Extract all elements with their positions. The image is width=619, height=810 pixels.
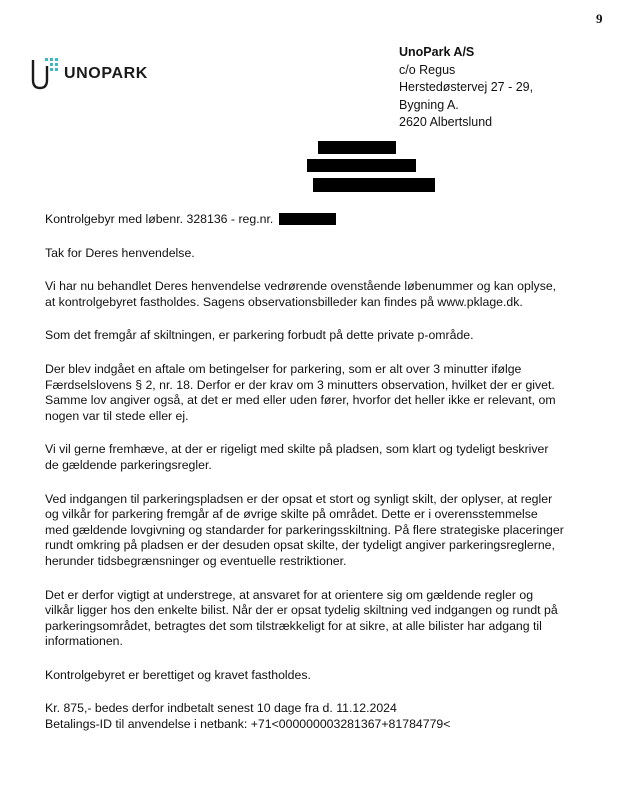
- paragraph: Det er derfor vigtigt at understrege, at ansvaret for at orientere sig om gældende regler og vilkår ligger hos den enkelte bilist. Når der er opsat tydelig skiltning ved indgangen og rundt på parkeringsområdet, betragtes det som tilstrækkeligt for at sikre, at alle bilister har adgang til informationen.: [45, 587, 558, 649]
- redaction-bar: [318, 141, 396, 154]
- recipient-address: [399, 44, 533, 132]
- subject-text: Kontrolgebyr med løbenr. 328136 - reg.nr.: [45, 212, 274, 226]
- address-company: UnoPark A/S: [399, 45, 475, 59]
- redaction-bar: [307, 159, 416, 172]
- payment-id: Betalings-ID til anvendelse i netbank: +71<000000003281367+81784779<: [45, 717, 451, 732]
- page-number: 9: [596, 11, 603, 26]
- address-line: c/o Regus: [399, 62, 456, 77]
- address-line: Bygning A.: [399, 97, 459, 112]
- payment-info: [45, 701, 565, 732]
- paragraph: Der blev indgået en aftale om betingelser for parkering, som er alt over 3 minutter ifølge Færdselslovens § 2, nr. 18. Derfor er der krav om 3 minutters observation, hvilket der er givet. Samme lov angiver også, at det er med eller uden fører, hvorfor det heller ikke er relevant, om nogen var til stede eller ej.: [45, 361, 556, 423]
- paragraph: Kontrolgebyret er berettiget og kravet fastholdes.: [45, 667, 311, 682]
- subject-line: [45, 212, 565, 228]
- paragraph: Vi vil gerne fremhæve, at der er rigeligt med skilte på pladsen, som klart og tydeligt beskriver de gældende parkeringsregler.: [45, 442, 549, 472]
- redaction-bar: [313, 178, 435, 192]
- paragraph: Som det fremgår af skiltningen, er parkering forbudt på dette private p-område.: [45, 328, 474, 343]
- paragraph: Tak for Deres henvendelse.: [45, 245, 195, 260]
- redaction-bar: [279, 213, 336, 225]
- logo-text: UNOPARK: [64, 65, 148, 82]
- paragraph: Ved indgangen til parkeringspladsen er der opsat et stort og synligt skilt, der oplyser, at regler og vilkår for parkering fremgår af de øvrige skilte på området. Dette er i overensstemmelse med gældende lovgivning og standarder for parkeringsskiltning. På flere strategiske placeringer rundt omkring på pladsen er der desuden opsat skilte, der tydeligt angiver parkeringsreglerne, herunder tidsbegrænsninger og eventuelle restriktioner.: [45, 491, 564, 568]
- address-line: 2620 Albertslund: [399, 115, 493, 129]
- address-line: Herstedøstervej 27 - 29,: [399, 80, 534, 94]
- unopark-logo-icon: [30, 56, 60, 92]
- paragraph: Vi har nu behandlet Deres henvendelse vedrørende ovenstående løbenummer og kan oplyse, at kontrolgebyret fastholdes. Sagens observationsbilleder kan findes på www.pklage.dk.: [45, 279, 557, 309]
- letter-body: [45, 212, 565, 733]
- payment-amount: Kr. 875,- bedes derfor indbetalt senest 10 dage fra d. 11.12.2024: [45, 701, 397, 716]
